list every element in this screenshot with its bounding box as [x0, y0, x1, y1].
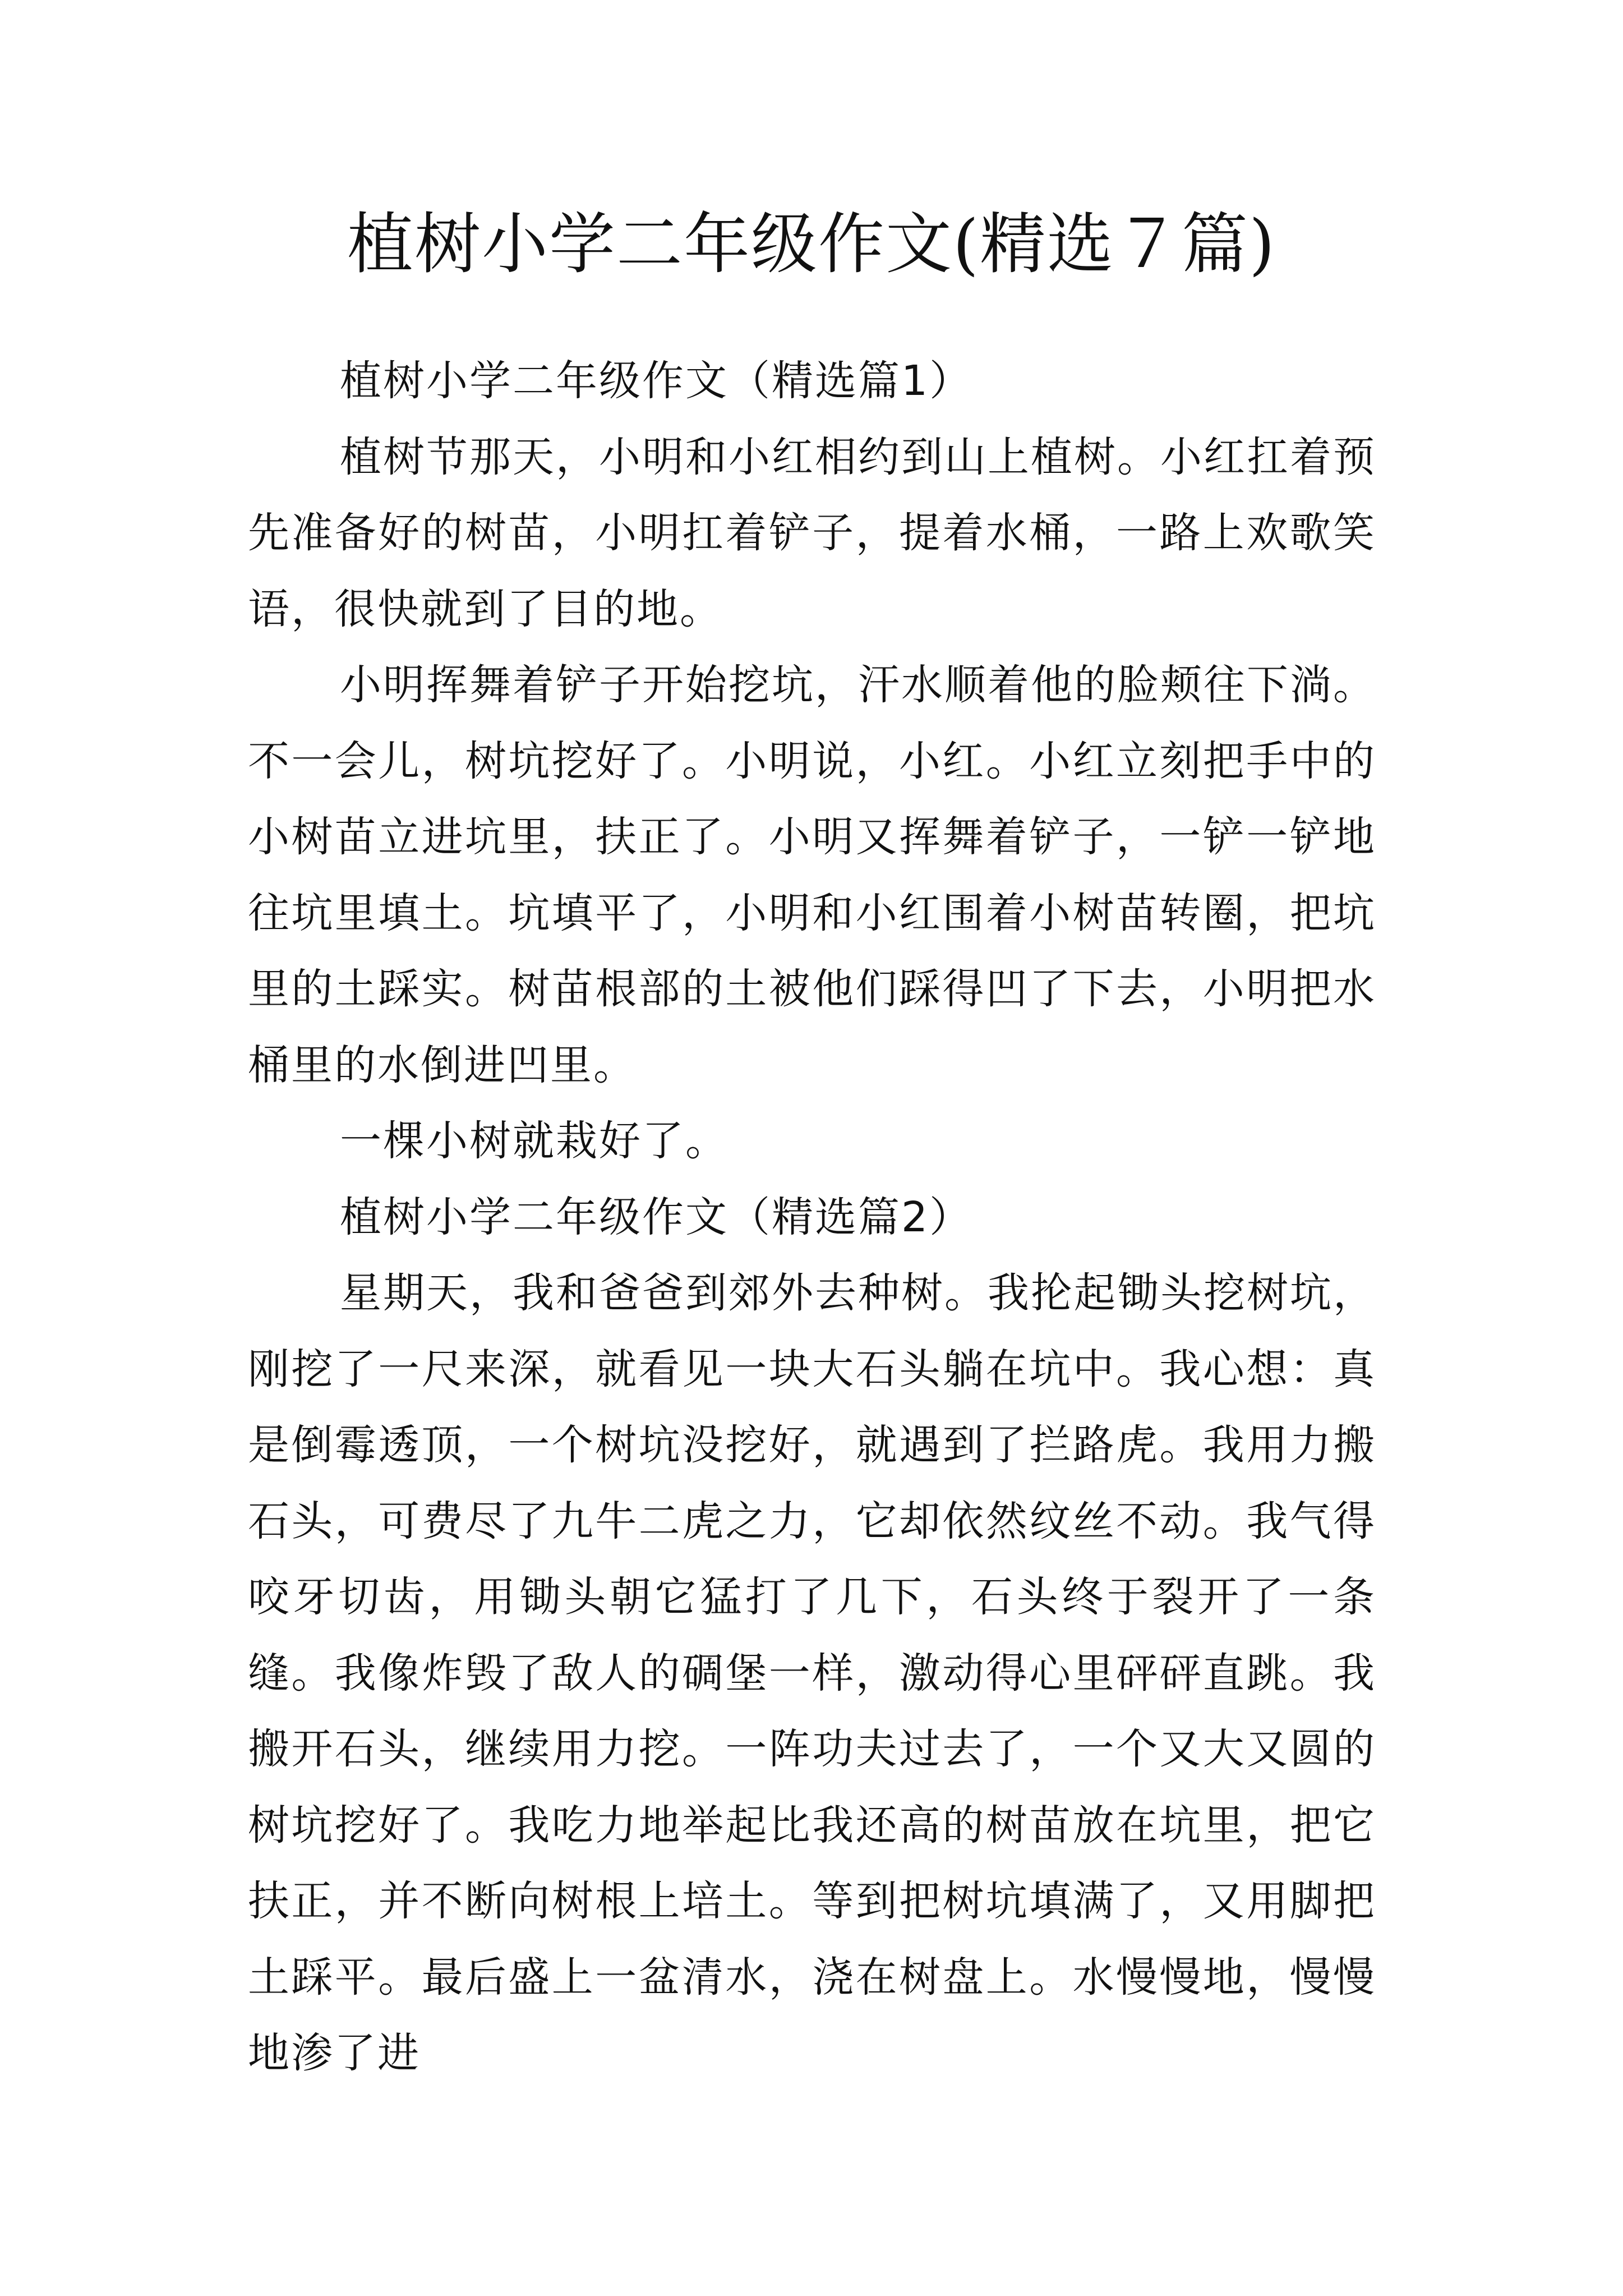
essay-2-paragraph-1: 星期天，我和爸爸到郊外去种树。我抡起锄头挖树坑，刚挖了一尺来深，就看见一块大石头躺在坑中。我心想：真是倒霉透顶，一个树坑没挖好，就遇到了拦路虎。我用力搬石头，可费尽了九牛二虎之力，它却依然纹丝不动。我气得咬牙切齿，用锄头朝它猛打了几下，石头终于裂开了一条缝。我像炸毁了敌人的碉堡一样，激动得心里砰砰直跳。我搬开石头，继续用力挖。一阵功夫过去了，一个又大又圆的树坑挖好了。我吃力地举起比我还高的树苗放在坑里，把它扶正，并不断向树根上培土。等到把树坑填满了，又用脚把土踩平。最后盛上一盆清水，浇在树盘上。水慢慢地，慢慢地渗了进: [248, 1269, 1376, 2077]
essay-1-paragraph-3: 一棵小树就栽好了。: [340, 1117, 728, 1165]
essay-heading-1: 植树小学二年级作文（精选篇1）: [340, 357, 973, 405]
essay-1-paragraph-1: 植树节那天，小明和小红相约到山上植树。小红扛着预先准备好的树苗，小明扛着铲子，提着水桶，一路上欢歌笑语，很快就到了目的地。: [248, 432, 1376, 633]
essay-1-paragraph-2: 小明挥舞着铲子开始挖坑，汗水顺着他的脸颊往下淌。不一会儿，树坑挖好了。小明说，小红。小红立刻把手中的小树苗立进坑里，扶正了。小明又挥舞着铲子，一铲一铲地往坑里填土。坑填平了，小明和小红围着小树苗转圈，把坑里的土踩实。树苗根部的土被他们踩得凹了下去，小明把水桶里的水倒进凹里。: [248, 661, 1376, 1089]
essay-heading-2: 植树小学二年级作文（精选篇2）: [340, 1193, 973, 1241]
document-body: [248, 343, 1376, 2092]
document-title: 植树小学二年级作文(精选７篇): [347, 205, 1276, 283]
